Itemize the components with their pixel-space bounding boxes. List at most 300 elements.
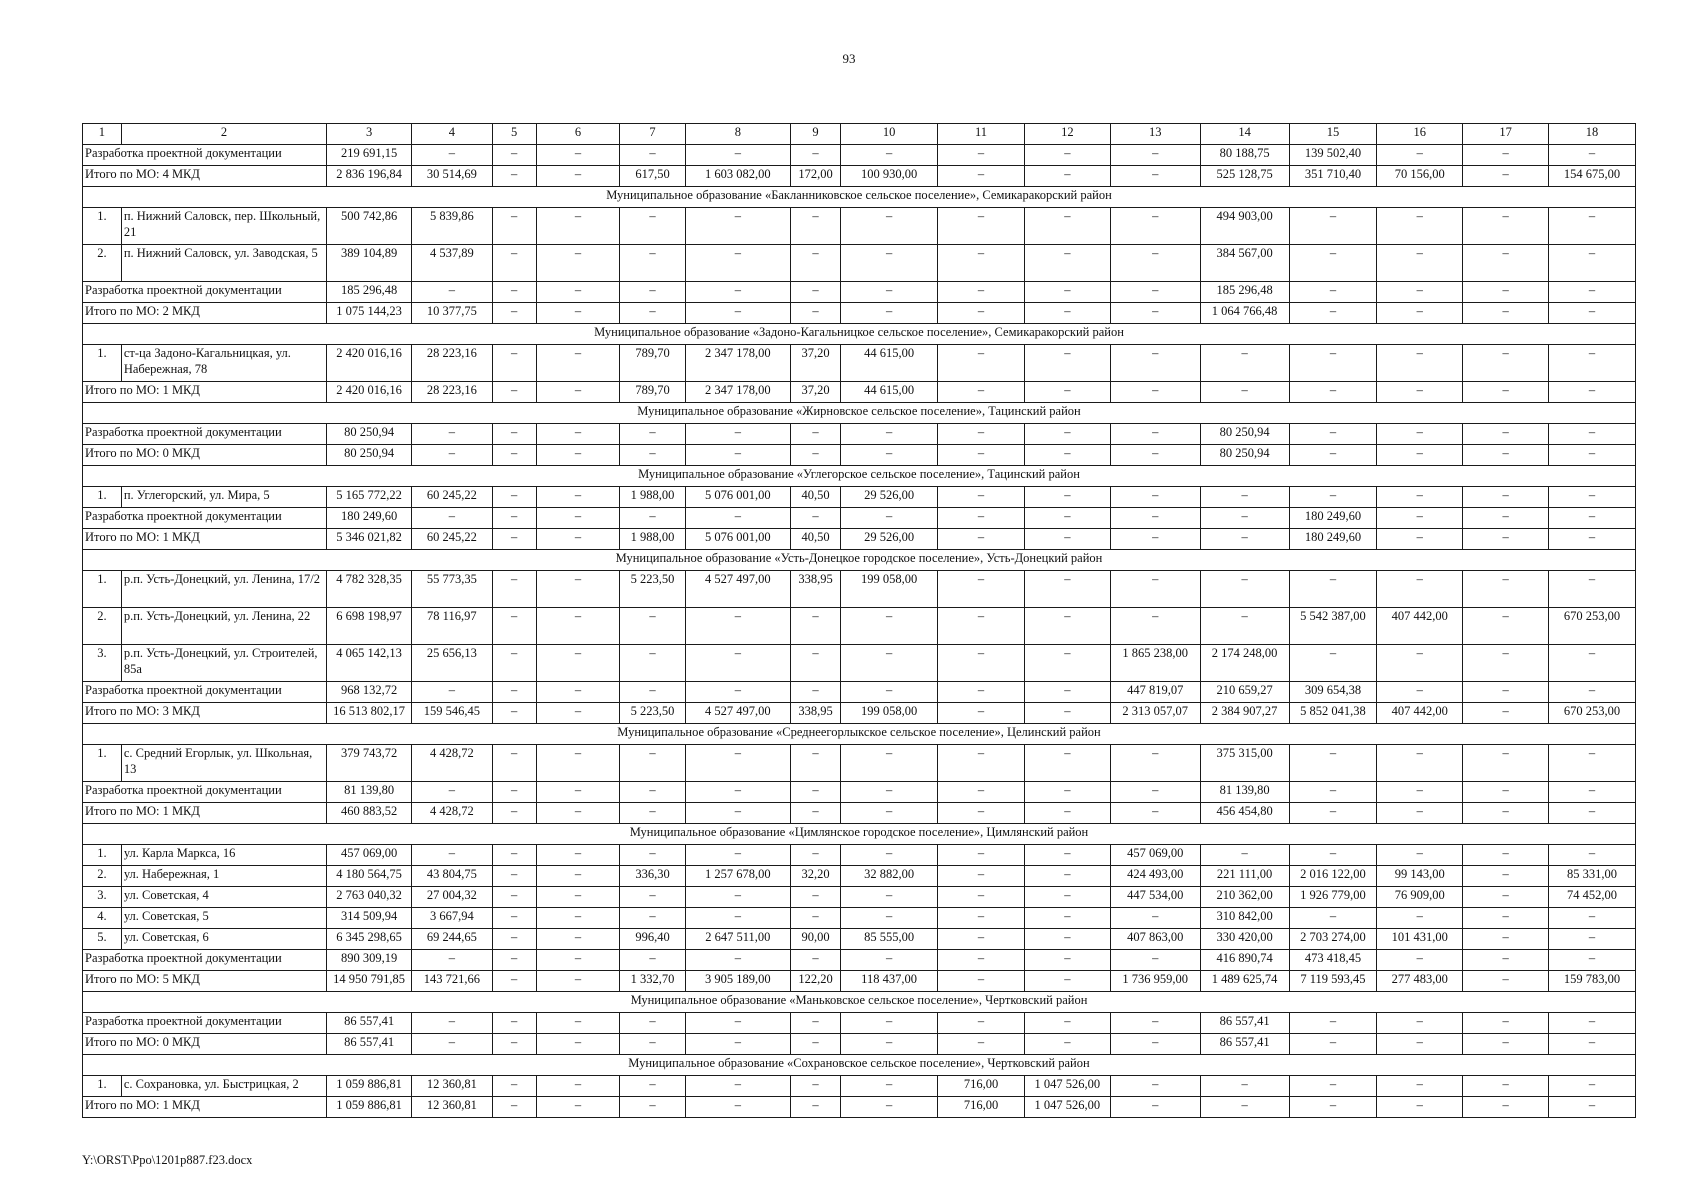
value-cell: – [1463, 571, 1549, 608]
value-cell: – [1377, 571, 1463, 608]
value-cell: – [1463, 703, 1549, 724]
value-cell: 99 143,00 [1377, 866, 1463, 887]
value-cell: 27 004,32 [411, 887, 492, 908]
value-cell: 716,00 [938, 1076, 1025, 1097]
value-cell: – [1289, 571, 1377, 608]
value-cell: – [1110, 571, 1200, 608]
value-cell: – [1463, 303, 1549, 324]
value-cell: – [1024, 424, 1110, 445]
value-cell: – [411, 508, 492, 529]
value-cell: – [536, 382, 620, 403]
value-cell: 1 047 526,00 [1024, 1076, 1110, 1097]
value-cell: – [1549, 1076, 1636, 1097]
value-cell: – [1463, 487, 1549, 508]
value-cell: – [841, 424, 938, 445]
value-cell: – [1549, 424, 1636, 445]
value-cell: 159 546,45 [411, 703, 492, 724]
value-cell: – [1377, 508, 1463, 529]
value-cell: – [790, 445, 840, 466]
value-cell: – [790, 908, 840, 929]
value-cell: 670 253,00 [1549, 703, 1636, 724]
value-cell: – [620, 508, 685, 529]
value-cell: 4 527 497,00 [685, 571, 790, 608]
value-cell: 172,00 [790, 166, 840, 187]
value-cell: – [1463, 745, 1549, 782]
row-label: Итого по МО: 1 МКД [83, 1097, 327, 1118]
value-cell: – [1200, 487, 1289, 508]
row-number: 3. [83, 645, 122, 682]
value-cell: 384 567,00 [1200, 245, 1289, 282]
value-cell: 789,70 [620, 382, 685, 403]
row-label: Разработка проектной документации [83, 950, 327, 971]
value-cell: – [1463, 245, 1549, 282]
value-cell: 185 296,48 [1200, 282, 1289, 303]
row-label: Разработка проектной документации [83, 782, 327, 803]
value-cell: 4 537,89 [411, 245, 492, 282]
value-cell: – [685, 745, 790, 782]
value-cell: 12 360,81 [411, 1097, 492, 1118]
value-cell: – [536, 950, 620, 971]
value-cell: – [1377, 245, 1463, 282]
value-cell: – [620, 303, 685, 324]
value-cell: – [536, 208, 620, 245]
value-cell: – [620, 1034, 685, 1055]
column-number: 15 [1289, 124, 1377, 145]
column-number: 8 [685, 124, 790, 145]
building-row [83, 645, 1636, 682]
summary-row [83, 508, 1636, 529]
value-cell: – [536, 1097, 620, 1118]
value-cell: 32 882,00 [841, 866, 938, 887]
value-cell: – [1289, 245, 1377, 282]
row-label: Разработка проектной документации [83, 282, 327, 303]
value-cell: 80 250,94 [327, 445, 412, 466]
value-cell: – [841, 445, 938, 466]
value-cell: – [1024, 950, 1110, 971]
value-cell: – [938, 508, 1025, 529]
column-number: 14 [1200, 124, 1289, 145]
municipality-section-row [83, 1055, 1636, 1076]
value-cell: – [1463, 608, 1549, 645]
value-cell: – [841, 1097, 938, 1118]
value-cell: – [1024, 208, 1110, 245]
value-cell: – [1024, 245, 1110, 282]
value-cell: 12 360,81 [411, 1076, 492, 1097]
value-cell: – [1377, 1097, 1463, 1118]
value-cell: 43 804,75 [411, 866, 492, 887]
value-cell: – [1110, 1097, 1200, 1118]
value-cell: – [492, 887, 536, 908]
row-number: 1. [83, 745, 122, 782]
building-row [83, 887, 1636, 908]
row-number: 2. [83, 866, 122, 887]
value-cell: 1 075 144,23 [327, 303, 412, 324]
value-cell: – [1463, 282, 1549, 303]
building-row [83, 1076, 1636, 1097]
value-cell: – [841, 782, 938, 803]
value-cell: – [1463, 1097, 1549, 1118]
value-cell: – [1377, 1013, 1463, 1034]
summary-row [83, 1097, 1636, 1118]
value-cell: – [938, 303, 1025, 324]
building-address: р.п. Усть-Донецкий, ул. Ленина, 17/2 [121, 571, 326, 608]
value-cell: 219 691,15 [327, 145, 412, 166]
value-cell: 16 513 802,17 [327, 703, 412, 724]
value-cell: – [620, 608, 685, 645]
value-cell: – [1377, 745, 1463, 782]
value-cell: – [1024, 908, 1110, 929]
value-cell: – [1463, 929, 1549, 950]
row-number: 4. [83, 908, 122, 929]
value-cell: – [790, 682, 840, 703]
value-cell: – [536, 303, 620, 324]
value-cell: 416 890,74 [1200, 950, 1289, 971]
value-cell: – [841, 803, 938, 824]
value-cell: – [492, 424, 536, 445]
value-cell: – [1024, 803, 1110, 824]
row-number: 1. [83, 345, 122, 382]
row-label: Итого по МО: 2 МКД [83, 303, 327, 324]
value-cell: – [685, 282, 790, 303]
value-cell: 122,20 [790, 971, 840, 992]
value-cell: 1 489 625,74 [1200, 971, 1289, 992]
value-cell: – [536, 803, 620, 824]
value-cell: 221 111,00 [1200, 866, 1289, 887]
value-cell: – [536, 345, 620, 382]
value-cell: 1 064 766,48 [1200, 303, 1289, 324]
value-cell: 40,50 [790, 529, 840, 550]
value-cell: – [1200, 508, 1289, 529]
value-cell: – [1463, 866, 1549, 887]
value-cell: – [685, 908, 790, 929]
value-cell: – [492, 1013, 536, 1034]
value-cell: – [1549, 1013, 1636, 1034]
value-cell: – [685, 424, 790, 445]
value-cell: – [492, 303, 536, 324]
value-cell: – [1110, 608, 1200, 645]
value-cell: 37,20 [790, 345, 840, 382]
value-cell: – [1024, 166, 1110, 187]
value-cell: – [1289, 908, 1377, 929]
summary-row [83, 1013, 1636, 1034]
value-cell: – [685, 782, 790, 803]
value-cell: 424 493,00 [1110, 866, 1200, 887]
value-cell: – [536, 1034, 620, 1055]
value-cell: 407 442,00 [1377, 608, 1463, 645]
building-row [83, 245, 1636, 282]
row-label: Итого по МО: 5 МКД [83, 971, 327, 992]
value-cell: – [1024, 445, 1110, 466]
value-cell: – [536, 571, 620, 608]
municipality-title: Муниципальное образование «Цимлянское городское поселение», Цимлянский район [83, 824, 1636, 845]
value-cell: – [938, 745, 1025, 782]
value-cell: 180 249,60 [1289, 508, 1377, 529]
value-cell: – [1200, 382, 1289, 403]
value-cell: 2 420 016,16 [327, 345, 412, 382]
value-cell: 338,95 [790, 571, 840, 608]
row-label: Итого по МО: 1 МКД [83, 803, 327, 824]
building-address: с. Сохрановка, ул. Быстрицкая, 2 [121, 1076, 326, 1097]
value-cell: – [1200, 1097, 1289, 1118]
building-address: ул. Советская, 6 [121, 929, 326, 950]
value-cell: 80 250,94 [327, 424, 412, 445]
value-cell: – [536, 929, 620, 950]
value-cell: 4 428,72 [411, 803, 492, 824]
value-cell: – [938, 1034, 1025, 1055]
value-cell: – [492, 645, 536, 682]
value-cell: – [685, 1097, 790, 1118]
value-cell: – [1377, 950, 1463, 971]
value-cell: – [492, 166, 536, 187]
building-row [83, 208, 1636, 245]
value-cell: – [1024, 382, 1110, 403]
summary-row [83, 950, 1636, 971]
municipality-section-row [83, 724, 1636, 745]
municipality-title: Муниципальное образование «Жирновское сельское поселение», Тацинский район [83, 403, 1636, 424]
value-cell: – [536, 487, 620, 508]
value-cell: 5 223,50 [620, 571, 685, 608]
value-cell: – [620, 845, 685, 866]
value-cell: 3 905 189,00 [685, 971, 790, 992]
value-cell: 180 249,60 [327, 508, 412, 529]
column-number: 11 [938, 124, 1025, 145]
value-cell: – [492, 508, 536, 529]
value-cell: – [938, 445, 1025, 466]
value-cell: – [938, 166, 1025, 187]
value-cell: – [1110, 487, 1200, 508]
value-cell: – [492, 608, 536, 645]
value-cell: – [411, 445, 492, 466]
value-cell: 314 509,94 [327, 908, 412, 929]
value-cell: – [620, 208, 685, 245]
value-cell: 6 698 198,97 [327, 608, 412, 645]
value-cell: – [411, 845, 492, 866]
value-cell: – [620, 145, 685, 166]
value-cell: – [841, 608, 938, 645]
municipality-title: Муниципальное образование «Маньковское сельское поселение», Чертковский район [83, 992, 1636, 1013]
building-address: р.п. Усть-Донецкий, ул. Ленина, 22 [121, 608, 326, 645]
value-cell: – [1110, 166, 1200, 187]
value-cell: – [1463, 424, 1549, 445]
value-cell: – [1110, 1034, 1200, 1055]
value-cell: 4 782 328,35 [327, 571, 412, 608]
value-cell: – [1024, 971, 1110, 992]
column-number: 18 [1549, 124, 1636, 145]
value-cell: – [1549, 445, 1636, 466]
value-cell: 1 257 678,00 [685, 866, 790, 887]
value-cell: – [938, 208, 1025, 245]
summary-row [83, 303, 1636, 324]
column-number: 3 [327, 124, 412, 145]
value-cell: 78 116,97 [411, 608, 492, 645]
building-address: ст-ца Задоно-Кагальницкая, ул. Набережная, 78 [121, 345, 326, 382]
row-number: 1. [83, 845, 122, 866]
value-cell: – [790, 1013, 840, 1034]
value-cell: – [685, 682, 790, 703]
value-cell: – [536, 282, 620, 303]
value-cell: – [1289, 1097, 1377, 1118]
value-cell: – [1549, 803, 1636, 824]
column-number: 10 [841, 124, 938, 145]
value-cell: – [841, 145, 938, 166]
value-cell: – [1549, 208, 1636, 245]
value-cell: – [620, 1076, 685, 1097]
value-cell: – [685, 445, 790, 466]
value-cell: – [1377, 1076, 1463, 1097]
value-cell: 4 065 142,13 [327, 645, 412, 682]
value-cell: – [620, 282, 685, 303]
value-cell: 85 331,00 [1549, 866, 1636, 887]
value-cell: – [1549, 645, 1636, 682]
value-cell: – [841, 1076, 938, 1097]
value-cell: – [536, 508, 620, 529]
value-cell: – [1463, 1076, 1549, 1097]
value-cell: 159 783,00 [1549, 971, 1636, 992]
value-cell: – [536, 866, 620, 887]
value-cell: – [1289, 282, 1377, 303]
summary-row [83, 803, 1636, 824]
value-cell: 80 250,94 [1200, 424, 1289, 445]
summary-row [83, 166, 1636, 187]
value-cell: 25 656,13 [411, 645, 492, 682]
value-cell: – [1549, 908, 1636, 929]
value-cell: – [1024, 487, 1110, 508]
value-cell: – [685, 145, 790, 166]
row-label: Разработка проектной документации [83, 1013, 327, 1034]
value-cell: – [1024, 887, 1110, 908]
value-cell: – [1377, 908, 1463, 929]
value-cell: – [938, 682, 1025, 703]
summary-row [83, 445, 1636, 466]
value-cell: – [1549, 487, 1636, 508]
value-cell: – [1289, 424, 1377, 445]
value-cell: – [1377, 382, 1463, 403]
value-cell: – [492, 445, 536, 466]
municipality-section-row [83, 403, 1636, 424]
value-cell: 5 839,86 [411, 208, 492, 245]
value-cell: 5 542 387,00 [1289, 608, 1377, 645]
value-cell: – [536, 971, 620, 992]
value-cell: – [411, 1013, 492, 1034]
row-label: Разработка проектной документации [83, 682, 327, 703]
value-cell: – [1200, 1076, 1289, 1097]
building-row [83, 908, 1636, 929]
value-cell: – [1024, 866, 1110, 887]
value-cell: – [1200, 608, 1289, 645]
value-cell: – [536, 1013, 620, 1034]
value-cell: – [1377, 845, 1463, 866]
row-number: 5. [83, 929, 122, 950]
summary-row [83, 282, 1636, 303]
value-cell: 4 527 497,00 [685, 703, 790, 724]
building-address: ул. Советская, 4 [121, 887, 326, 908]
value-cell: – [790, 1076, 840, 1097]
value-cell: – [1549, 1034, 1636, 1055]
municipality-title: Муниципальное образование «Задоно-Кагальницкое сельское поселение», Семикаракорский район [83, 324, 1636, 345]
value-cell: – [492, 382, 536, 403]
value-cell: – [938, 950, 1025, 971]
value-cell: – [536, 845, 620, 866]
value-cell: – [938, 424, 1025, 445]
value-cell: 2 347 178,00 [685, 345, 790, 382]
value-cell: – [1289, 345, 1377, 382]
value-cell: – [536, 529, 620, 550]
value-cell: – [1289, 382, 1377, 403]
value-cell: – [790, 845, 840, 866]
value-cell: – [685, 1076, 790, 1097]
value-cell: 28 223,16 [411, 382, 492, 403]
value-cell: 29 526,00 [841, 529, 938, 550]
data-table [82, 123, 1636, 1118]
value-cell: – [841, 303, 938, 324]
column-number-row [83, 124, 1636, 145]
building-address: п. Нижний Саловск, пер. Школьный, 21 [121, 208, 326, 245]
value-cell: 80 188,75 [1200, 145, 1289, 166]
value-cell: – [790, 303, 840, 324]
value-cell: – [411, 1034, 492, 1055]
value-cell: 351 710,40 [1289, 166, 1377, 187]
value-cell: 617,50 [620, 166, 685, 187]
value-cell: 80 250,94 [1200, 445, 1289, 466]
value-cell: 10 377,75 [411, 303, 492, 324]
value-cell: – [938, 608, 1025, 645]
value-cell: – [492, 208, 536, 245]
value-cell: – [492, 971, 536, 992]
value-cell: 457 069,00 [1110, 845, 1200, 866]
value-cell: – [841, 745, 938, 782]
value-cell: 2 347 178,00 [685, 382, 790, 403]
value-cell: – [1110, 508, 1200, 529]
column-number: 7 [620, 124, 685, 145]
value-cell: 1 865 238,00 [1110, 645, 1200, 682]
value-cell: 1 736 959,00 [1110, 971, 1200, 992]
value-cell: – [1377, 145, 1463, 166]
building-address: ул. Набережная, 1 [121, 866, 326, 887]
value-cell: – [790, 1034, 840, 1055]
value-cell: – [1549, 929, 1636, 950]
value-cell: – [1110, 424, 1200, 445]
value-cell: – [938, 571, 1025, 608]
row-label: Разработка проектной документации [83, 508, 327, 529]
value-cell: 1 988,00 [620, 529, 685, 550]
value-cell: – [790, 424, 840, 445]
value-cell: 85 555,00 [841, 929, 938, 950]
value-cell: – [620, 950, 685, 971]
building-row [83, 571, 1636, 608]
value-cell: – [1289, 1013, 1377, 1034]
value-cell: 3 667,94 [411, 908, 492, 929]
value-cell: – [685, 645, 790, 682]
value-cell: – [1024, 703, 1110, 724]
municipality-section-row [83, 550, 1636, 571]
value-cell: 81 139,80 [327, 782, 412, 803]
value-cell: – [790, 245, 840, 282]
value-cell: 473 418,45 [1289, 950, 1377, 971]
column-number: 1 [83, 124, 122, 145]
value-cell: 5 076 001,00 [685, 529, 790, 550]
value-cell: 2 703 274,00 [1289, 929, 1377, 950]
row-label: Итого по МО: 1 МКД [83, 529, 327, 550]
row-number: 1. [83, 487, 122, 508]
value-cell: 70 156,00 [1377, 166, 1463, 187]
value-cell: 338,95 [790, 703, 840, 724]
summary-row [83, 529, 1636, 550]
value-cell: – [1549, 145, 1636, 166]
value-cell: – [620, 887, 685, 908]
value-cell: – [1549, 508, 1636, 529]
value-cell: – [938, 382, 1025, 403]
value-cell: – [685, 1013, 790, 1034]
